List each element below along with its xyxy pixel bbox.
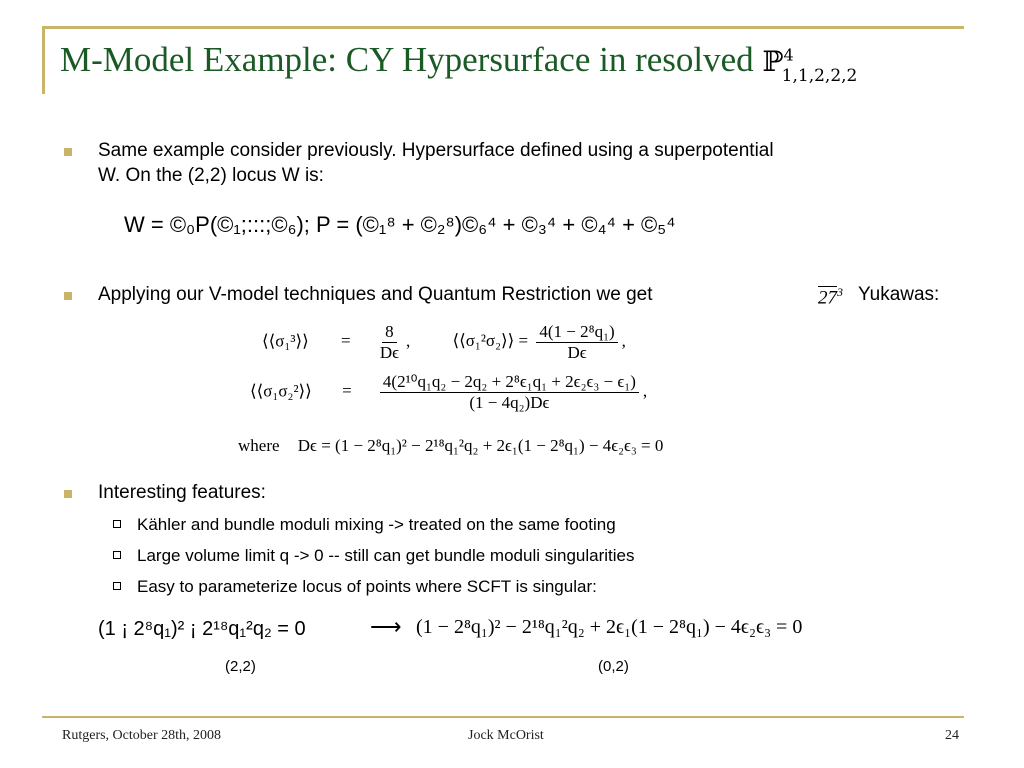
sub-bullet-marker — [113, 582, 121, 590]
footer-rule — [42, 716, 964, 718]
sub-bullet-marker — [113, 551, 121, 559]
locus-arrow-icon: ⟶ — [370, 614, 402, 639]
projective-space-symbol: ℙ$^4_{1,1,2,2,2}$ — [762, 45, 858, 86]
sub-item-1: Kähler and bundle moduli mixing -> treated on the same footing — [137, 515, 616, 534]
discriminant-row: where Dϵ = (1 − 2⁸q₁)² − 2¹⁸q₁²q₂ + 2ϵ₁(1 − 2⁸q₁) − 4ϵ₂ϵ₃ = 0 — [238, 436, 664, 455]
bullet2-text: Applying our V-model techniques and Quantum Restriction we get — [98, 284, 653, 305]
yukawa-count: $27^3$ — [818, 285, 843, 309]
sub-item-2: Large volume limit q -> 0 -- still can get bundle moduli singularities — [137, 546, 635, 565]
bullet1-line2: W. On the (2,2) locus W is: — [98, 165, 324, 186]
bullet2-end: Yukawas: — [858, 284, 940, 305]
bullet-marker — [64, 292, 72, 300]
footer-center: Jock McOrist — [468, 728, 544, 743]
frame-left-rule — [42, 26, 45, 94]
label-0-2: (0,2) — [598, 658, 629, 675]
sub-item-3: Easy to parameterize locus of points where SCFT is singular: — [137, 577, 597, 596]
locus-right-equation: (1 − 2⁸q₁)² − 2¹⁸q₁²q₂ + 2ϵ₁(1 − 2⁸q₁) − 4ϵ₂ϵ₃ = 0 — [416, 616, 803, 638]
page-number: 24 — [945, 728, 959, 743]
locus-left-equation: (1 ¡ 2⁸q₁)² ¡ 2¹⁸q₁²q₂ = 0 — [98, 618, 306, 640]
slide-title-text: M-Model Example: CY Hypersurface in resolved — [60, 40, 754, 79]
yukawa-row-1: ⟨⟨σ₁³⟩⟩ = $\frac{8}{D\epsilon}$ , ⟨⟨σ₁²σ₂⟩⟩ = $\frac{\text{4(1 − 2⁸q₁)}}{D\epsilon}$ , — [262, 322, 626, 362]
bullet1-line1: Same example consider previously. Hypersurface defined using a superpotential — [98, 140, 774, 161]
label-2-2: (2,2) — [225, 658, 256, 675]
superpotential-equation: W = ©₀P(©₁;:::;©₆); P = (©₁⁸ + ©₂⁸)©₆⁴ + ©₃⁴ + ©₄⁴ + ©₅⁴ — [124, 212, 676, 237]
frame-top-rule — [42, 26, 964, 29]
sub-bullet-marker — [113, 520, 121, 528]
footer-left: Rutgers, October 28th, 2008 — [62, 728, 222, 743]
slide-title — [60, 40, 858, 86]
yukawa-1-fraction: $\frac{8}{D\epsilon}$ — [379, 322, 399, 362]
bullet-marker — [64, 148, 72, 156]
yukawa-2-fraction: $\frac{\text{4(1 − 2⁸q₁)}}{D\epsilon}$ — [536, 322, 617, 363]
bullet3-text: Interesting features: — [98, 482, 266, 503]
bullet-marker — [64, 490, 72, 498]
yukawa-row-2: ⟨⟨σ₁σ₂²⟩⟩ = $\frac{\text{4(2¹⁰q₁q₂ − 2q₂ + 2⁸ϵ₁q₁ + 2ϵ₂ϵ₃ − ϵ₁)}}{\text{(1 − 4q₂)Dϵ}}$ , — [250, 372, 648, 412]
yukawa-3-fraction: $\frac{\text{4(2¹⁰q₁q₂ − 2q₂ + 2⁸ϵ₁q₁ + 2ϵ₂ϵ₃ − ϵ₁)}}{\text{(1 − 4q₂)Dϵ}}$ — [380, 372, 639, 413]
